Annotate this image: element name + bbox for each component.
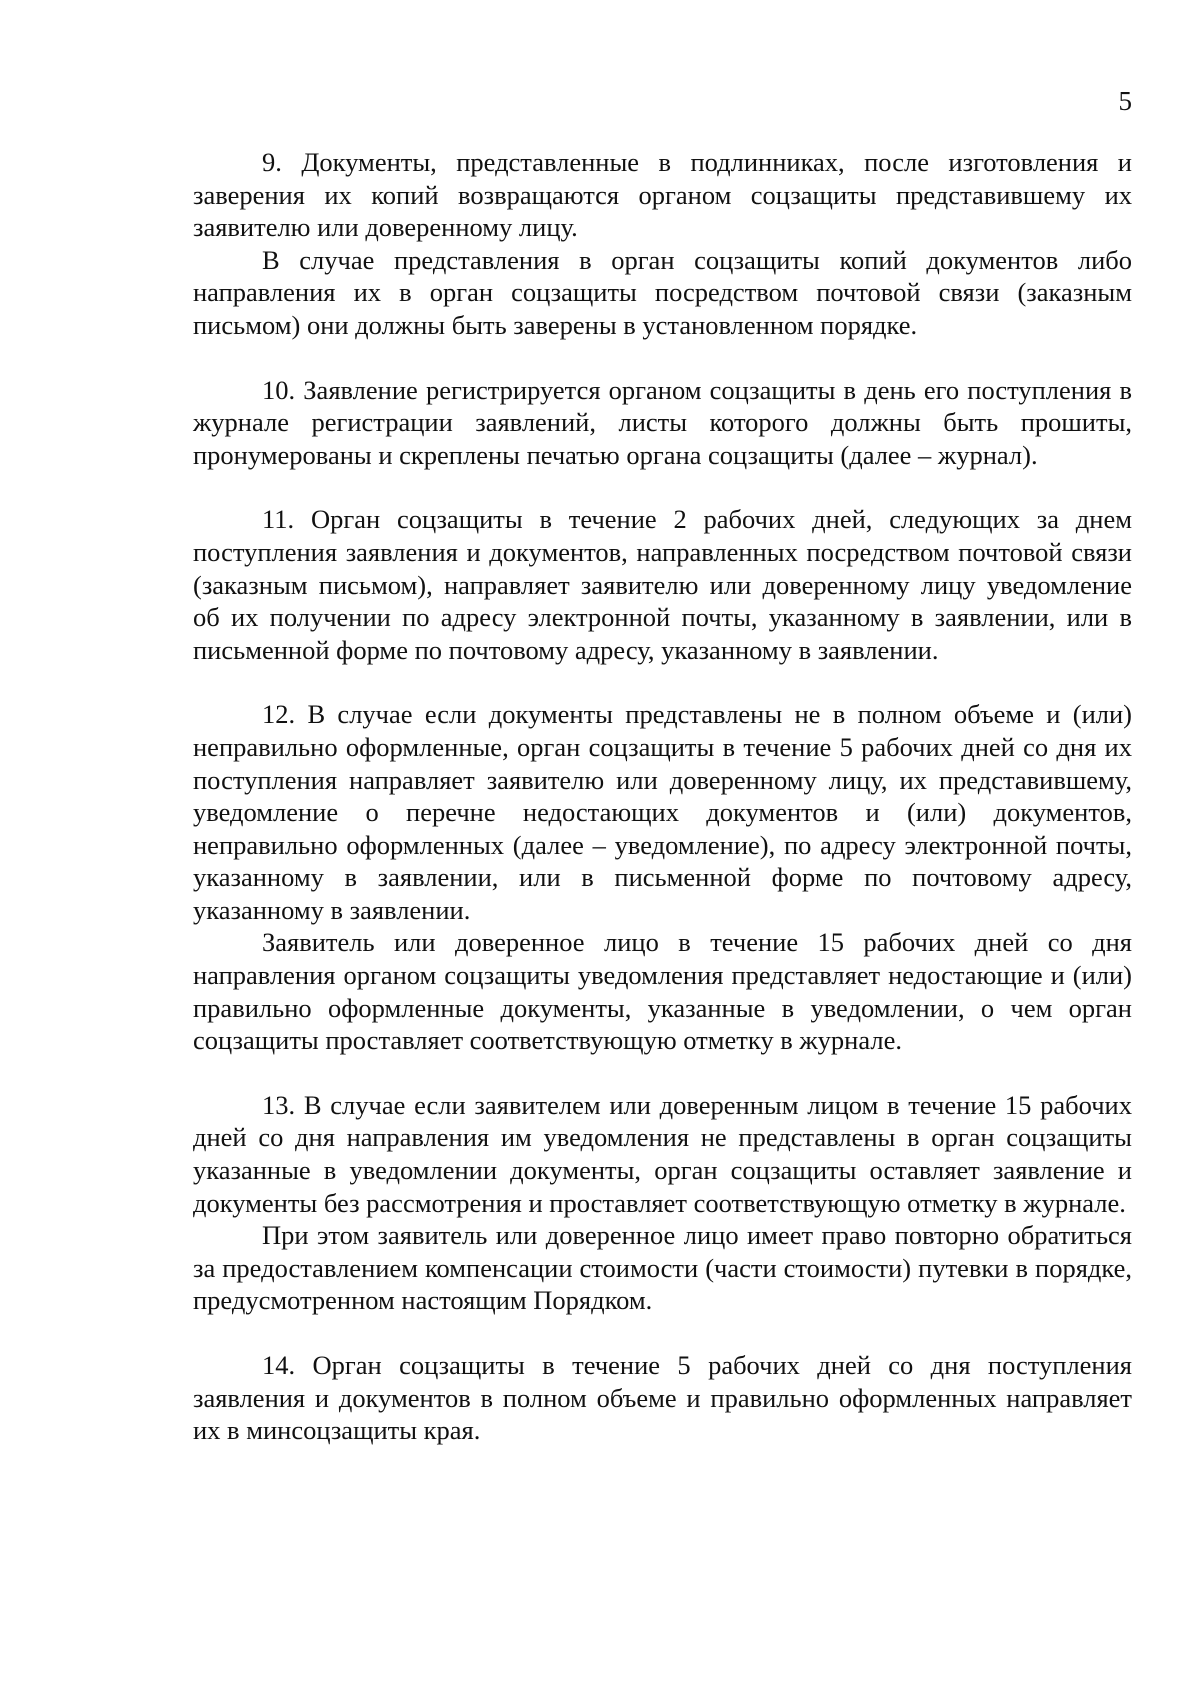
paragraph-14: 14. Орган соцзащиты в течение 5 рабочих дней со дня поступления заявления и документов в полном объеме и правильно оформленных направляет их в минсоцзащиты края. xyxy=(193,1350,1132,1446)
paragraph-9: 9. Документы, представленные в подлинниках, после изготовления и заверения их копий возвращаются органом соцзащиты представившему их заявителю или доверенному лицу. xyxy=(193,147,1132,243)
paragraph-13: 13. В случае если заявителем или доверенным лицом в течение 15 рабочих дней со дня направления им уведомления не представлены в орган соцзащиты указанные в уведомлении документы, орган соцзащиты оставляет заявление и документы без рассмотрения и проставляет соответствующую отметку в журнале. xyxy=(193,1089,1132,1218)
document-body xyxy=(193,146,1132,1447)
paragraph-11: 11. Орган соцзащиты в течение 2 рабочих дней, следующих за днем поступления заявления и документов, направленных посредством почтовой связи (заказным письмом), направляет заявителю или доверенному лицу уведомление об их получении по адресу электронной почты, указанному в заявлении, или в письменной форме по почтовому адресу, указанному в заявлении. xyxy=(193,504,1132,665)
paragraph-12-deadline: Заявитель или доверенное лицо в течение 15 рабочих дней со дня направления органом соцзащиты уведомления представляет недостающие и (или) правильно оформленные документы, указанные в уведомлении, о чем орган соцзащиты проставляет соответствующую отметку в журнале. xyxy=(193,927,1132,1056)
paragraph-10: 10. Заявление регистрируется органом соцзащиты в день его поступления в журнале регистрации заявлений, листы которого должны быть прошиты, пронумерованы и скреплены печатью органа соцзащиты (далее – журнал). xyxy=(193,374,1132,470)
paragraph-13-repeat: При этом заявитель или доверенное лицо имеет право повторно обратиться за предоставлением компенсации стоимости (части стоимости) путевки в порядке, предусмотренном настоящим Порядком. xyxy=(193,1220,1132,1316)
page-number: 5 xyxy=(1118,86,1132,116)
paragraph-12: 12. В случае если документы представлены не в полном объеме и (или) неправильно оформленные, орган соцзащиты в течение 5 рабочих дней со дня их поступления направляет заявителю или доверенному лицу, их представившему, уведомление о перечне недостающих документов и (или) документов, неправильно оформленных (далее – уведомление), по адресу электронной почты, указанному в заявлении, или в письменной форме по почтовому адресу, указанному в заявлении. xyxy=(193,699,1132,925)
paragraph-9-copies: В случае представления в орган соцзащиты копий документов либо направления их в орган соцзащиты посредством почтовой связи (заказным письмом) они должны быть заверены в установленном порядке. xyxy=(193,244,1132,340)
